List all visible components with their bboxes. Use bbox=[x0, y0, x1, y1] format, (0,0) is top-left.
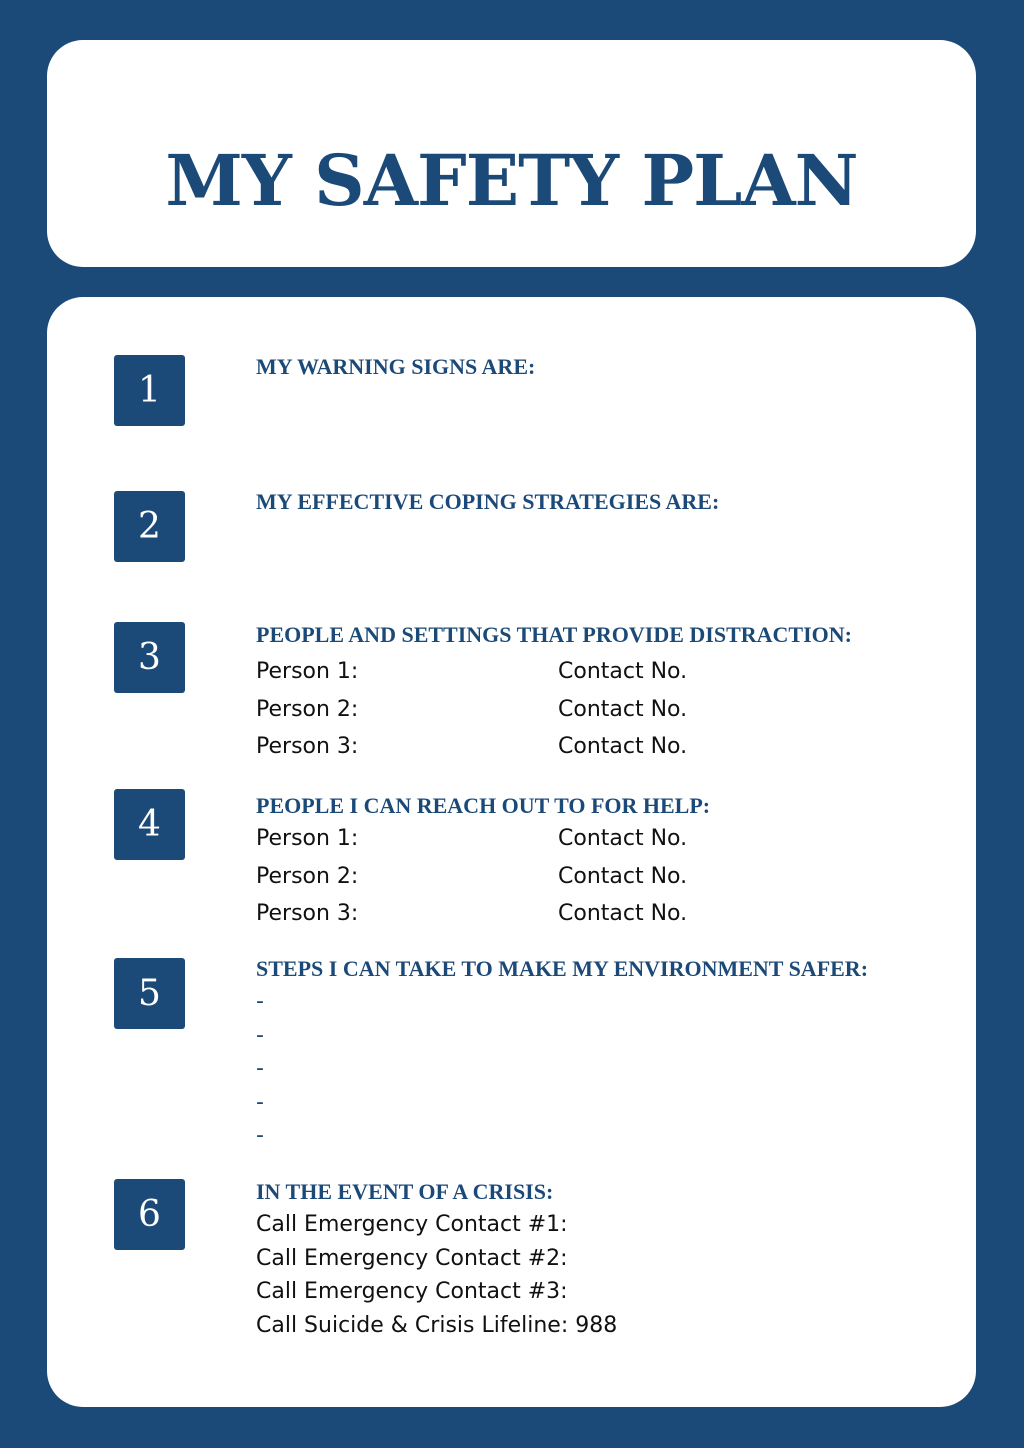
section-3-contact-2-label: Contact No. bbox=[558, 697, 688, 722]
section-4-person-1-label: Person 1: bbox=[256, 826, 359, 851]
header-card bbox=[47, 40, 976, 267]
section-4-person-3-label: Person 3: bbox=[256, 901, 359, 926]
section-1-number-badge: 1 bbox=[114, 355, 185, 426]
section-6-number-badge: 6 bbox=[114, 1179, 185, 1250]
section-1-heading: MY WARNING SIGNS ARE: bbox=[256, 354, 536, 379]
section-2-number-badge: 2 bbox=[114, 491, 185, 562]
section-4-number-badge: 4 bbox=[114, 789, 185, 860]
section-6-line-3: Call Emergency Contact #3: bbox=[256, 1279, 568, 1304]
section-5-bullet-1: - bbox=[256, 989, 264, 1014]
section-3-contact-1-label: Contact No. bbox=[558, 659, 688, 684]
section-4-heading: PEOPLE I CAN REACH OUT TO FOR HELP: bbox=[256, 793, 711, 818]
section-3-number-badge: 3 bbox=[114, 622, 185, 693]
plan-card bbox=[47, 297, 976, 1407]
section-3-person-1-label: Person 1: bbox=[256, 659, 359, 684]
section-3-person-2-label: Person 2: bbox=[256, 697, 359, 722]
section-6-line-4: Call Suicide & Crisis Lifeline: 988 bbox=[256, 1313, 618, 1338]
section-6-heading: IN THE EVENT OF A CRISIS: bbox=[256, 1179, 554, 1204]
section-5-bullet-3: - bbox=[256, 1056, 264, 1081]
section-3-heading: PEOPLE AND SETTINGS THAT PROVIDE DISTRACTION: bbox=[256, 622, 852, 647]
section-2-heading: MY EFFECTIVE COPING STRATEGIES ARE: bbox=[256, 489, 720, 514]
section-3-person-3-label: Person 3: bbox=[256, 734, 359, 759]
section-5-number-badge: 5 bbox=[114, 958, 185, 1029]
section-5-heading: STEPS I CAN TAKE TO MAKE MY ENVIRONMENT SAFER: bbox=[256, 956, 869, 981]
section-5-bullet-5: - bbox=[256, 1123, 264, 1148]
section-4-person-2-label: Person 2: bbox=[256, 864, 359, 889]
section-6-line-1: Call Emergency Contact #1: bbox=[256, 1212, 568, 1237]
section-4-contact-1-label: Contact No. bbox=[558, 826, 688, 851]
page-title: MY SAFETY PLAN bbox=[165, 139, 858, 222]
section-5-bullet-2: - bbox=[256, 1023, 264, 1048]
section-4-contact-3-label: Contact No. bbox=[558, 901, 688, 926]
section-6-line-2: Call Emergency Contact #2: bbox=[256, 1246, 568, 1271]
section-4-contact-2-label: Contact No. bbox=[558, 864, 688, 889]
section-3-contact-3-label: Contact No. bbox=[558, 734, 688, 759]
section-5-bullet-4: - bbox=[256, 1090, 264, 1115]
